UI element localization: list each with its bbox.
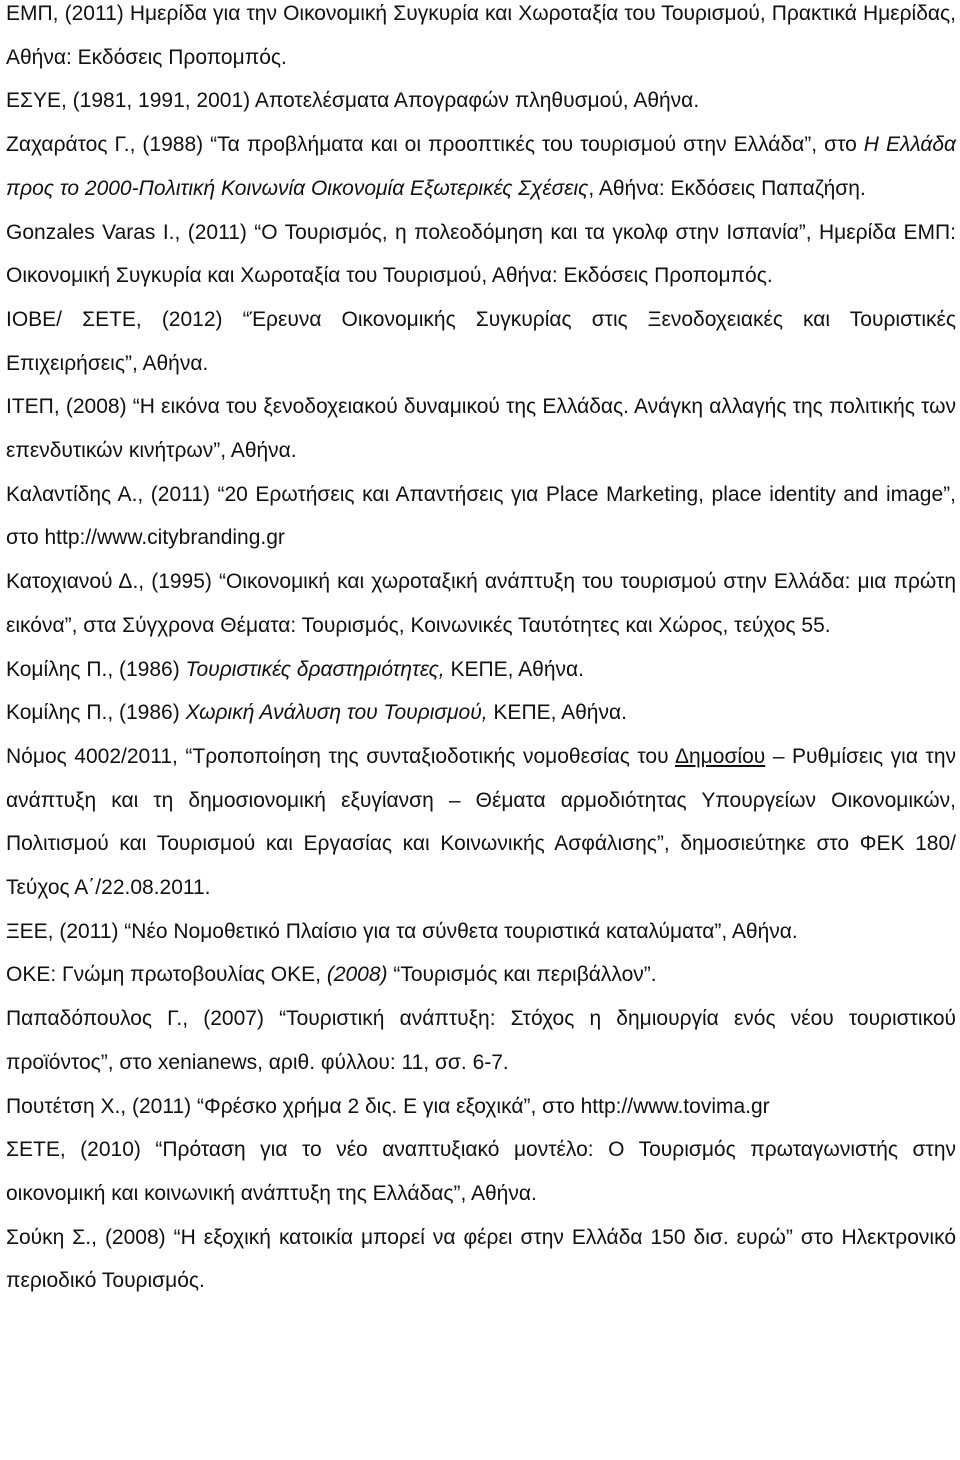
reference-entry: Gonzales Varas I., (2011) “Ο Τουρισμός, η πολεοδόμηση και τα γκολφ στην Ισπανία”, Ημερίδα ΕΜΠ: Οικονομική Συγκυρία και Χωροταξία του Τουρισμού, Αθήνα: Εκδόσεις Προπομπός. (6, 220, 956, 288)
reference-entry: ΙΤΕΠ, (2008) “Η εικόνα του ξενοδοχειακού δυναμικού της Ελλάδας. Ανάγκη αλλαγής της πολιτικής των επενδυτικών κινήτρων”, Αθήνα. (6, 395, 956, 463)
reference-entry: Παπαδόπουλος Γ., (2007) “Τουριστική ανάπτυξη: Στόχος η δημιουργία ενός νέου τουριστικού προϊόντος”, στο xenianews, αριθ. φύλλου: 11, σσ. 6-7. (6, 1007, 956, 1074)
reference-entry: ΙΟΒΕ/ ΣΕΤΕ, (2012) “Έρευνα Οικονομικής Συγκυρίας στις Ξενοδοχειακές και Τουριστικές Επιχειρήσεις”, Αθήνα. (6, 307, 956, 375)
reference-list (6, 0, 956, 1303)
reference-entry: Σούκη Σ., (2008) “Η εξοχική κατοικία μπορεί να φέρει στην Ελλάδα 150 δισ. ευρώ” στο Ηλεκτρονικό περιοδικό Τουρισμός. (6, 1225, 956, 1293)
reference-entry: ΕΣΥΕ, (1981, 1991, 2001) Αποτελέσματα Απογραφών πληθυσμού, Αθήνα. (6, 89, 700, 113)
reference-entry: ΕΜΠ, (2011) Ημερίδα για την Οικονομική Συγκυρία και Χωροταξία του Τουρισμού, Πρακτικά Ημερίδας, Αθήνα: Εκδόσεις Προπομπός. (6, 2, 956, 69)
reference-entry: Καλαντίδης Α., (2011) “20 Ερωτήσεις και Απαντήσεις για Place Marketing, place identity and image”, στο http://www.citybranding.gr (6, 482, 956, 550)
reference-entry: Νόμος 4002/2011, “Τροποποίηση της συνταξιοδοτικής νομοθεσίας του Δημοσίου – Ρυθμίσεις για την ανάπτυξη και τη δημοσιονομική εξυγίανση – Θέματα αρμοδιότητας Υπουργείων Οικονομικών, Πολιτισμού και Τουρισμού και Εργασίας και Κοινωνικής Ασφάλισης”, δημοσιεύτηκε στο ΦΕΚ 180/Τεύχος Α΄/22.08.2011. (6, 744, 957, 900)
reference-entry: Κομίλης Π., (1986) Χωρική Ανάλυση του Τουρισμού, ΚΕΠΕ, Αθήνα. (6, 701, 627, 725)
reference-entry: ΞΕΕ, (2011) “Νέο Νομοθετικό Πλαίσιο για τα σύνθετα τουριστικά καταλύματα”, Αθήνα. (6, 919, 798, 943)
reference-entry: Κατοχιανού Δ., (1995) “Οικονομική και χωροταξική ανάπτυξη του τουρισμού στην Ελλάδα: μια πρώτη εικόνα”, στα Σύγχρονα Θέματα: Τουρισμός, Κοινωνικές Ταυτότητες και Χώρος, τεύχος 55. (6, 570, 956, 637)
reference-entry: Ζαχαράτος Γ., (1988) “Τα προβλήματα και οι προοπτικές του τουρισμού στην Ελλάδα”, στο Η Ελλάδα προς το 2000-Πολιτική Κοινωνία Οικονομία Εξωτερικές Σχέσεις, Αθήνα: Εκδόσεις Παπαζήση. (6, 133, 956, 200)
reference-entry: ΟΚΕ: Γνώμη πρωτοβουλίας ΟΚΕ, (2008) “Τουρισμός και περιβάλλον”. (6, 963, 657, 987)
reference-entry: Πουτέτση Χ., (2011) “Φρέσκο χρήμα 2 δις. Ε για εξοχικά”, στο http://www.tovima.gr (6, 1094, 770, 1118)
reference-entry: ΣΕΤΕ, (2010) “Πρόταση για το νέο αναπτυξιακό μοντέλο: Ο Τουρισμός πρωταγωνιστής στην οικονομική και κοινωνική ανάπτυξη της Ελλάδας”, Αθήνα. (6, 1138, 956, 1205)
reference-entry: Κομίλης Π., (1986) Τουριστικές δραστηριότητες, ΚΕΠΕ, Αθήνα. (6, 657, 584, 681)
